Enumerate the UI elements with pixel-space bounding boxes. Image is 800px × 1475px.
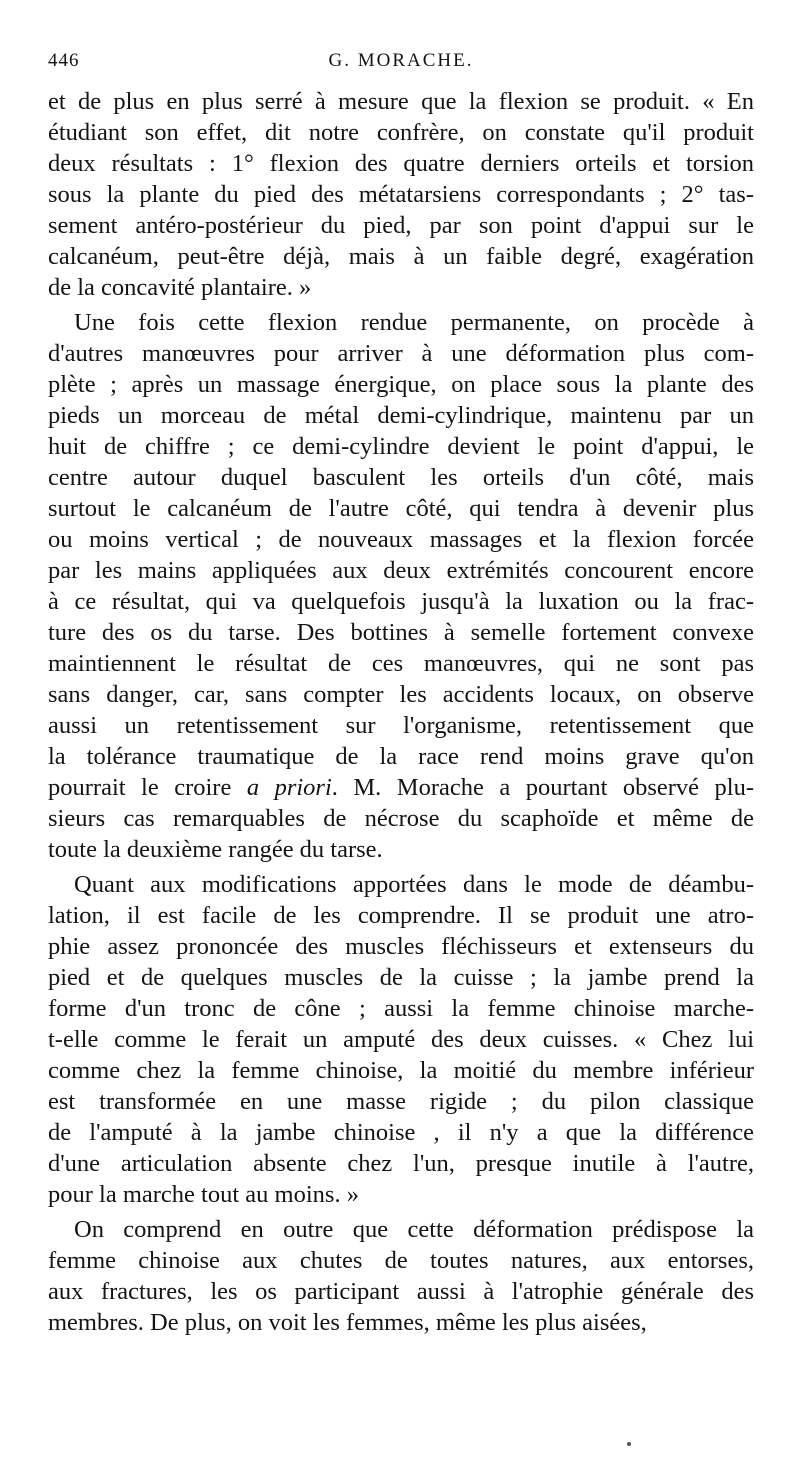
page-header bbox=[48, 50, 754, 76]
text-line: maintiennent le résultat de ces manœuvres, qui ne sont pas bbox=[48, 650, 754, 677]
running-head: G. MORACHE. bbox=[328, 50, 474, 71]
text-line: phie assez prononcée des muscles fléchisseurs et extenseurs du bbox=[48, 933, 754, 960]
paragraph bbox=[48, 869, 754, 1210]
text-line: forme d'un tronc de cône ; aussi la femme chinoise marche- bbox=[48, 995, 754, 1022]
text-line: lation, il est facile de les comprendre. Il se produit une atro- bbox=[48, 902, 754, 929]
text-line: et de plus en plus serré à mesure que la flexion se produit. « En bbox=[48, 88, 754, 115]
text-line: pourrait le croire a priori. M. Morache a pourtant observé plu- bbox=[48, 774, 754, 801]
paragraph bbox=[48, 86, 754, 303]
text-line: calcanéum, peut-être déjà, mais à un faible degré, exagération bbox=[48, 243, 754, 270]
page-number: 446 bbox=[48, 50, 80, 71]
text-line: t-elle comme le ferait un amputé des deux cuisses. « Chez lui bbox=[48, 1026, 754, 1053]
text-line: aux fractures, les os participant aussi à l'atrophie générale des bbox=[48, 1278, 754, 1305]
text-line: sement antéro-postérieur du pied, par son point d'appui sur le bbox=[48, 212, 754, 239]
body-text bbox=[48, 86, 754, 1338]
text-line: la tolérance traumatique de la race rend moins grave qu'on bbox=[48, 743, 754, 770]
text-line: Quant aux modifications apportées dans le mode de déambu- bbox=[74, 871, 754, 898]
paragraph bbox=[48, 307, 754, 865]
print-speck bbox=[627, 1442, 631, 1446]
text-line: de la concavité plantaire. » bbox=[48, 274, 312, 301]
text-line: comme chez la femme chinoise, la moitié du membre inférieur bbox=[48, 1057, 754, 1084]
text-line: membres. De plus, on voit les femmes, même les plus aisées, bbox=[48, 1309, 647, 1336]
text-line: de l'amputé à la jambe chinoise , il n'y a que la différence bbox=[48, 1119, 754, 1146]
paragraph bbox=[48, 1214, 754, 1338]
text-line: huit de chiffre ; ce demi-cylindre devient le point d'appui, le bbox=[48, 433, 754, 460]
text-line: par les mains appliquées aux deux extrémités concourent encore bbox=[48, 557, 754, 584]
text-line: aussi un retentissement sur l'organisme, retentissement que bbox=[48, 712, 754, 739]
text-line: plète ; après un massage énergique, on place sous la plante des bbox=[48, 371, 754, 398]
text-line: toute la deuxième rangée du tarse. bbox=[48, 836, 383, 863]
text-line: pied et de quelques muscles de la cuisse ; la jambe prend la bbox=[48, 964, 754, 991]
text-line: centre autour duquel basculent les orteils d'un côté, mais bbox=[48, 464, 754, 491]
text-line: d'une articulation absente chez l'un, presque inutile à l'autre, bbox=[48, 1150, 754, 1177]
text-line: sieurs cas remarquables de nécrose du scaphoïde et même de bbox=[48, 805, 754, 832]
text-line: est transformée en une masse rigide ; du pilon classique bbox=[48, 1088, 754, 1115]
text-line: On comprend en outre que cette déformation prédispose la bbox=[74, 1216, 754, 1243]
text-line: ture des os du tarse. Des bottines à semelle fortement convexe bbox=[48, 619, 754, 646]
text-line: ou moins vertical ; de nouveaux massages et la flexion forcée bbox=[48, 526, 754, 553]
text-line: deux résultats : 1° flexion des quatre derniers orteils et torsion bbox=[48, 150, 754, 177]
text-line: étudiant son effet, dit notre confrère, on constate qu'il produit bbox=[48, 119, 754, 146]
text-line: femme chinoise aux chutes de toutes natures, aux entorses, bbox=[48, 1247, 754, 1274]
text-line: sous la plante du pied des métatarsiens correspondants ; 2° tas- bbox=[48, 181, 754, 208]
text-line: Une fois cette flexion rendue permanente, on procède à bbox=[74, 309, 754, 336]
text-line: surtout le calcanéum de l'autre côté, qui tendra à devenir plus bbox=[48, 495, 754, 522]
text-line: d'autres manœuvres pour arriver à une déformation plus com- bbox=[48, 340, 754, 367]
text-line: pieds un morceau de métal demi-cylindrique, maintenu par un bbox=[48, 402, 754, 429]
text-line: à ce résultat, qui va quelquefois jusqu'à la luxation ou la frac- bbox=[48, 588, 754, 615]
text-line: pour la marche tout au moins. » bbox=[48, 1181, 359, 1208]
text-line: sans danger, car, sans compter les accidents locaux, on observe bbox=[48, 681, 754, 708]
